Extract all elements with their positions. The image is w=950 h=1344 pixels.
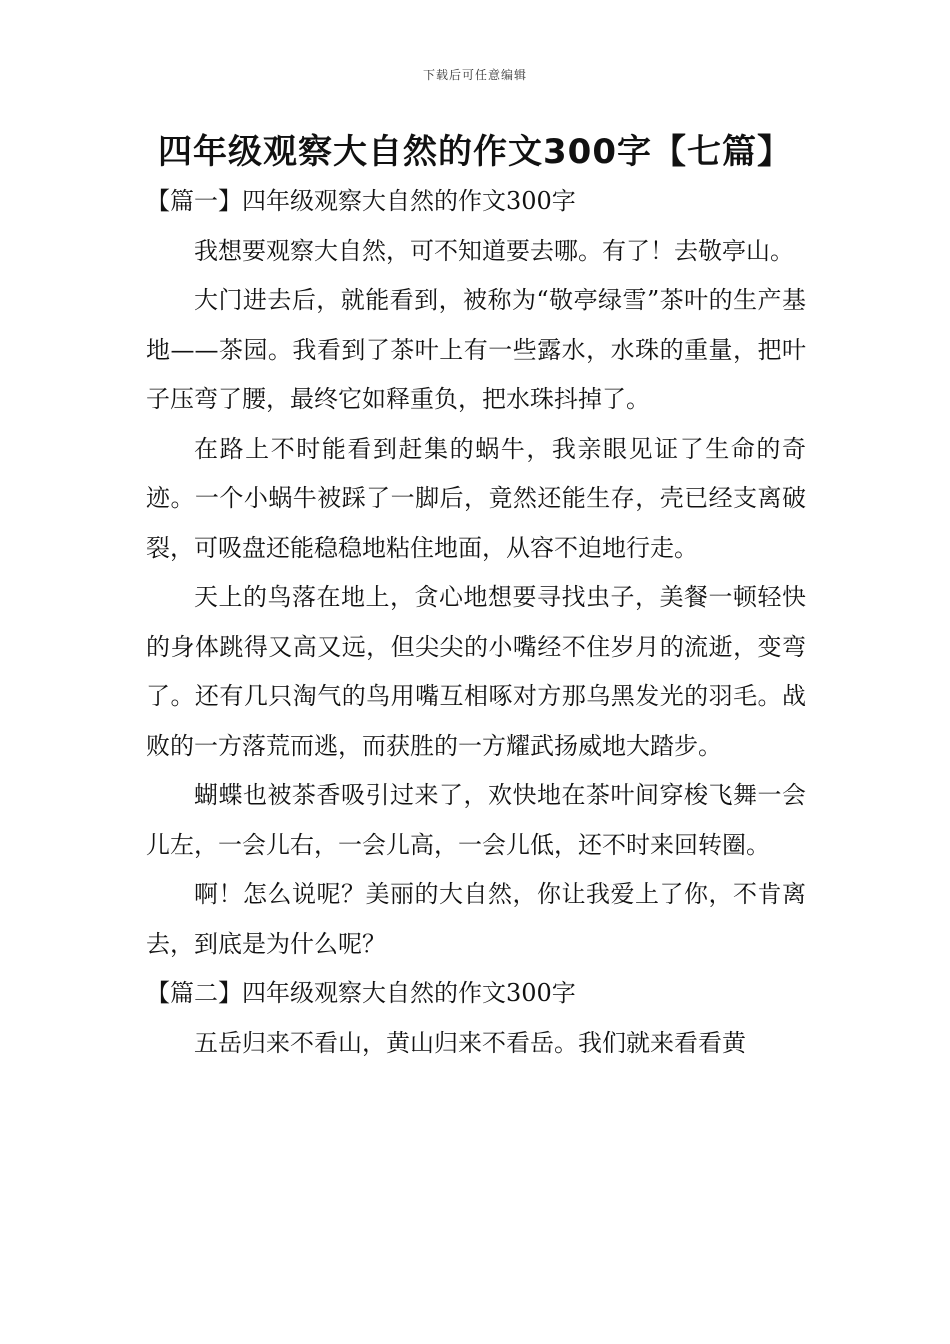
section-heading: 【篇一】四年级观察大自然的作文300字 bbox=[146, 187, 576, 215]
paragraph: 五岳归来不看山，黄山归来不看岳。我们就来看看黄 bbox=[194, 1028, 746, 1057]
paragraph: 蝴蝶也被茶香吸引过来了，欢快地在茶叶间穿梭飞舞一会儿左，一会儿右，一会儿高，一会儿低，还不时来回转圈。 bbox=[146, 781, 806, 859]
paragraph: 大门进去后，就能看到，被称为“敬亭绿雪”茶叶的生产基地——茶园。我看到了茶叶上有一些露水，水珠的重量，把叶子压弯了腰，最终它如释重负，把水珠抖掉了。 bbox=[146, 286, 806, 413]
document-title: 四年级观察大自然的作文300字【七篇】 bbox=[158, 132, 792, 172]
section-2 bbox=[146, 969, 806, 1068]
page-header: 下载后可任意编辑 bbox=[422, 68, 527, 82]
paragraph: 我想要观察大自然，可不知道要去哪。有了！去敬亭山。 bbox=[194, 236, 794, 265]
paragraph: 在路上不时能看到赶集的蜗牛，我亲眼见证了生命的奇迹。一个小蜗牛被踩了一脚后，竟然还能生存，壳已经支离破裂，可吸盘还能稳稳地粘住地面，从容不迫地行走。 bbox=[146, 434, 806, 562]
paragraph: 天上的鸟落在地上，贪心地想要寻找虫子，美餐一顿轻快的身体跳得又高又远，但尖尖的小嘴经不住岁月的流逝，变弯了。还有几只淘气的鸟用嘴互相啄对方那乌黑发光的羽毛。战败的一方落荒而逃，而获胜的一方耀武扬威地大踏步。 bbox=[146, 583, 806, 760]
document-body bbox=[146, 177, 806, 1068]
section-1 bbox=[146, 177, 806, 969]
paragraph: 啊！怎么说呢？美丽的大自然，你让我爱上了你，不肯离去，到底是为什么呢？ bbox=[146, 880, 806, 958]
section-heading: 【篇二】四年级观察大自然的作文300字 bbox=[146, 979, 576, 1007]
